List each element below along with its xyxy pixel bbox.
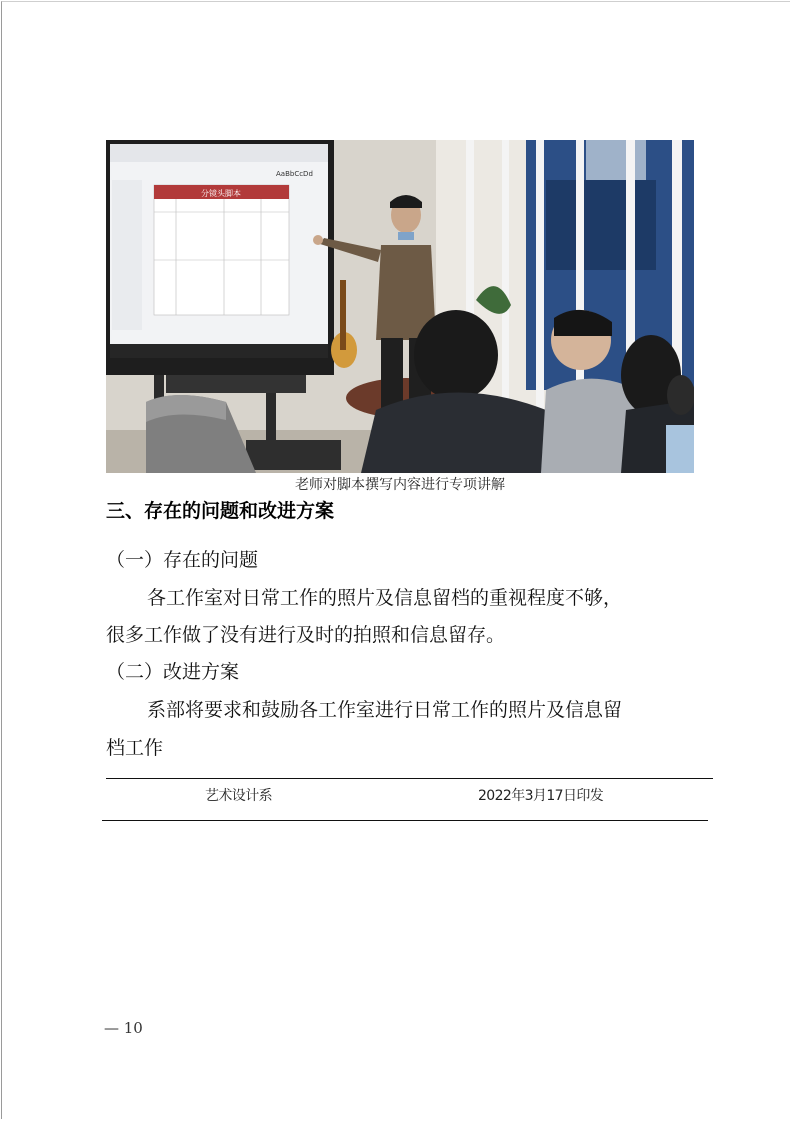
classroom-photo-illustration xyxy=(106,140,694,473)
classroom-photo xyxy=(106,140,694,473)
problems-heading: （一）存在的问题 xyxy=(106,549,259,571)
plan-line-1: 系部将要求和鼓励各工作室进行日常工作的照片及信息留 xyxy=(147,699,623,721)
section-heading: 三、存在的问题和改进方案 xyxy=(106,500,335,522)
page-number: — 10 xyxy=(104,1019,143,1037)
problems-line-1: 各工作室对日常工作的照片及信息留档的重视程度不够， xyxy=(147,587,623,609)
plan-line-2: 档工作 xyxy=(106,737,164,759)
footer-top-rule xyxy=(106,778,713,779)
footer-department: 艺术设计系 xyxy=(205,788,272,804)
problems-line-2: 很多工作做了没有进行及时的拍照和信息留存。 xyxy=(106,624,506,646)
plan-heading: （二）改进方案 xyxy=(106,661,240,683)
screen-app-title: AaBbCcDd xyxy=(276,170,313,178)
footer-bottom-rule xyxy=(102,820,708,821)
photo-caption: 老师对脚本撰写内容进行专项讲解 xyxy=(295,477,505,493)
footer-date: 2022年3月17日印发 xyxy=(478,788,604,804)
screen-heading: 分镜头脚本 xyxy=(201,189,241,198)
